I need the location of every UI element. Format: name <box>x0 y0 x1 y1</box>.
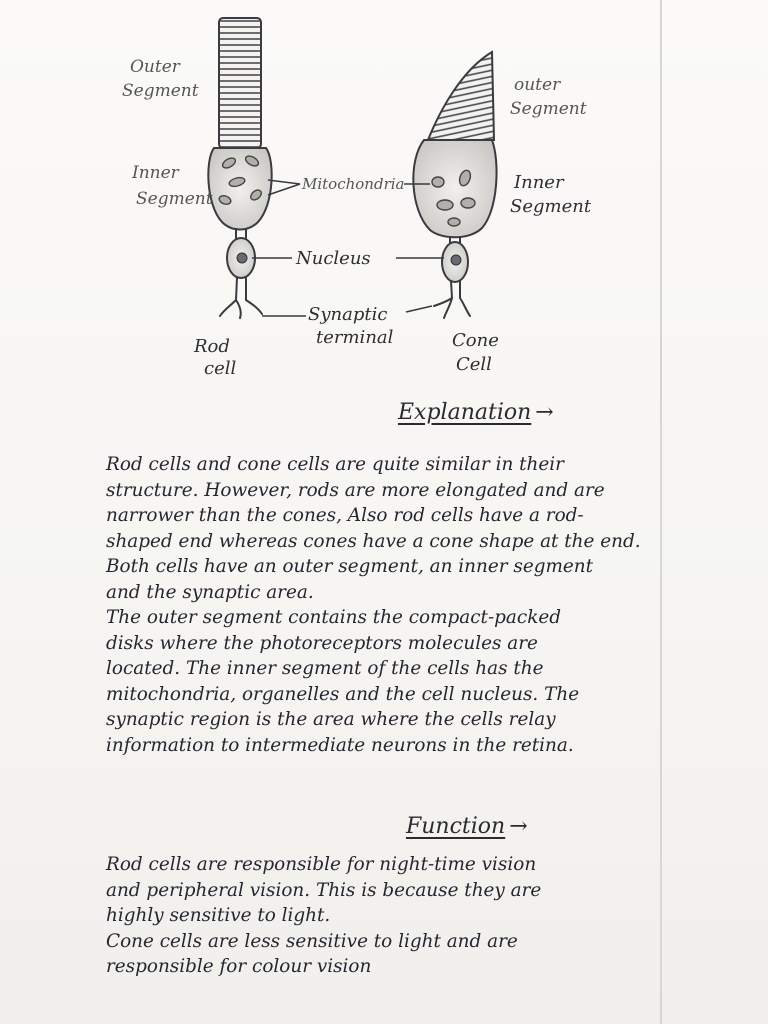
function-line: and peripheral vision. This is because they are <box>106 879 542 901</box>
cone-synaptic-terminal <box>434 281 470 318</box>
rod-synaptic-terminal <box>220 277 262 318</box>
explanation-line: information to intermediate neurons in the retina. <box>106 734 574 756</box>
explanation-line: structure. However, rods are more elongated and are <box>106 479 605 501</box>
cone-mitochondrion <box>432 177 444 187</box>
rod-outer-label-2: Segment <box>122 81 199 101</box>
explanation-line: and the synaptic area. <box>106 581 314 603</box>
explanation-heading <box>398 400 554 425</box>
function-arrow: → <box>509 814 528 839</box>
explanation-line: disks where the photoreceptors molecules are <box>106 632 538 654</box>
cone-mitochondrion <box>448 218 460 226</box>
explanation-line: Both cells have an outer segment, an inner segment <box>106 556 594 577</box>
explanation-line: The outer segment contains the compact-packed <box>106 607 561 628</box>
cone-outer-label-2: Segment <box>510 99 587 119</box>
mitochondria-label: Mitochondria <box>302 175 405 193</box>
cone-nucleus <box>451 255 461 265</box>
explanation-paragraph <box>106 452 666 758</box>
terminal-label: terminal <box>316 327 394 348</box>
function-paragraph <box>106 852 666 980</box>
cone-outer-label: outer <box>514 75 561 95</box>
function-line: Cone cells are less sensitive to light and are <box>106 930 518 952</box>
explanation-heading-text: Explanation <box>398 400 532 425</box>
function-line: Rod cells are responsible for night-time vision <box>106 854 537 875</box>
cone-inner-label: Inner <box>514 172 564 193</box>
explanation-line: shaped end whereas cones have a cone shape at the end. <box>106 530 641 552</box>
function-line: responsible for colour vision <box>106 956 372 977</box>
synaptic-label: Synaptic <box>308 304 388 325</box>
explanation-line: narrower than the cones, Also rod cells have a rod- <box>106 505 584 526</box>
rod-inner-segment <box>208 148 271 230</box>
explanation-line: located. The inner segment of the cells has the <box>106 658 544 679</box>
function-heading-text: Function <box>406 814 506 839</box>
cone-outer-segment <box>428 52 494 140</box>
rod-cell <box>208 18 271 318</box>
rod-outer-label: Outer <box>130 57 180 77</box>
rod-inner-label-2: Segment <box>136 189 213 209</box>
rod-nucleus <box>237 253 247 263</box>
rod-inner-label: Inner <box>132 163 179 183</box>
rod-cell-label-2: cell <box>204 358 237 379</box>
cone-cell-label: Cone <box>452 330 499 351</box>
cone-cell-label-2: Cell <box>456 354 492 375</box>
explanation-line: Rod cells and cone cells are quite similar in their <box>106 454 564 475</box>
function-line: highly sensitive to light. <box>106 905 331 926</box>
nucleus-label: Nucleus <box>296 248 371 269</box>
explanation-line: synaptic region is the area where the cells relay <box>106 709 556 730</box>
cone-mitochondrion <box>437 200 453 210</box>
rod-cell-label: Rod <box>194 336 230 357</box>
explanation-arrow: → <box>535 400 554 425</box>
rod-cone-diagram <box>0 0 768 400</box>
cone-cell <box>413 52 496 318</box>
cone-mitochondrion <box>461 198 475 208</box>
cone-inner-label-2: Segment <box>510 196 592 217</box>
function-heading <box>406 814 528 839</box>
explanation-line: mitochondria, organelles and the cell nucleus. The <box>106 683 580 705</box>
rod-outer-segment <box>219 18 261 148</box>
